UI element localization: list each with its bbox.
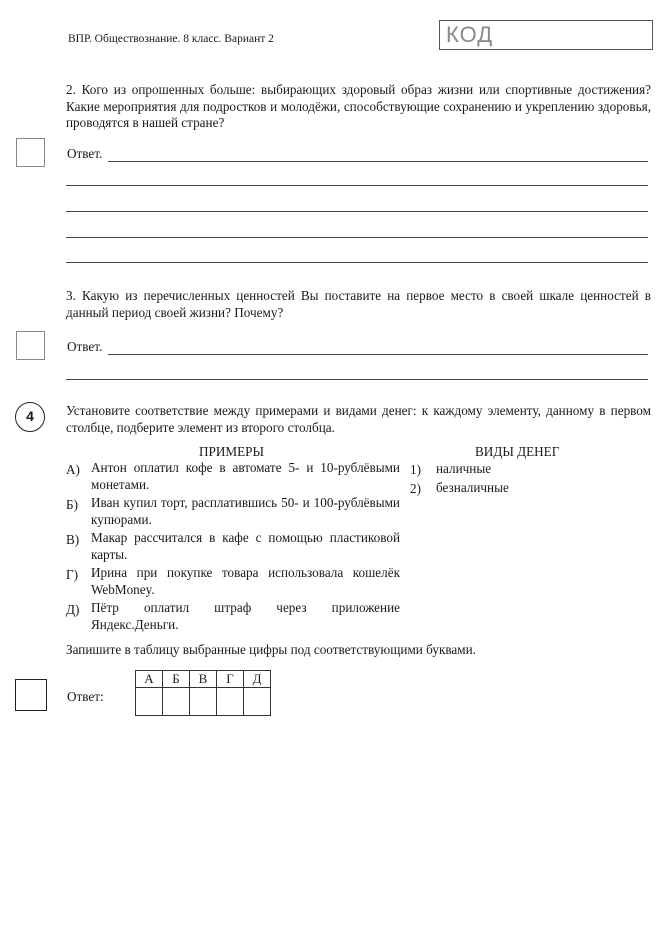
answer-line-q2-1[interactable] [108, 161, 648, 162]
option-2-number: 2) [410, 481, 421, 496]
example-letter: Г) [66, 567, 79, 582]
money-types-column-header: ВИДЫ ДЕНЕГ [475, 444, 560, 459]
answer-cell-a[interactable] [136, 688, 163, 716]
score-box-q3[interactable] [16, 331, 45, 360]
question-4-number: 4 [15, 402, 45, 432]
score-box-q4[interactable] [15, 679, 47, 711]
table-header-v: В [190, 671, 217, 688]
answer-label-q3: Ответ. [67, 339, 103, 354]
example-text: Пётр оплатил штраф через приложение Яндекс.Деньги. [91, 600, 400, 632]
example-letter: Д) [66, 602, 80, 617]
example-text: Ирина при покупке товара использовала кошелёк WebMoney. [91, 565, 400, 597]
question-4-text: Установите соответствие между примерами и видами денег: к каждому элементу, данному в первом столбце, подберите элемент из второго столбца. [66, 403, 651, 435]
answer-line-q2-2[interactable] [66, 185, 648, 186]
example-letter: А) [66, 462, 80, 477]
answer-line-q3-2[interactable] [66, 379, 648, 380]
example-letter: В) [66, 532, 80, 547]
table-instruction: Запишите в таблицу выбранные цифры под соответствующими буквами. [66, 642, 476, 657]
code-field[interactable] [439, 20, 653, 50]
example-letter: Б) [66, 497, 78, 512]
answer-line-q2-3[interactable] [66, 211, 648, 212]
answer-line-q2-4[interactable] [66, 237, 648, 238]
example-text: Макар рассчитался в кафе с помощью пластиковой карты. [91, 530, 400, 562]
option-1-text: наличные [436, 461, 492, 476]
example-item-b [66, 495, 406, 529]
answer-line-q3-1[interactable] [108, 354, 648, 355]
option-1-number: 1) [410, 462, 421, 477]
table-header-g: Г [217, 671, 244, 688]
question-2-text: 2. Кого из опрошенных больше: выбирающих здоровый образ жизни или спортивные достижения? Какие мероприятия для подростков и молодёжи, способствующие сохранению и укреплению здоровья, проводятся в нашей стране? [66, 82, 651, 130]
question-3-text: 3. Какую из перечисленных ценностей Вы поставите на первое место в своей шкале ценностей в данный период своей жизни? Почему? [66, 288, 651, 320]
example-text: Иван купил торт, расплатившись 50- и 100-рублёвыми купюрами. [91, 495, 400, 527]
table-header-b: Б [163, 671, 190, 688]
code-label: КОД [446, 22, 494, 47]
page-header: ВПР. Обществознание. 8 класс. Вариант 2 [68, 33, 274, 45]
examples-column-header: ПРИМЕРЫ [199, 444, 264, 459]
table-header-a: А [136, 671, 163, 688]
answer-cell-b[interactable] [163, 688, 190, 716]
answer-cell-d[interactable] [244, 688, 271, 716]
answer-line-q2-5[interactable] [66, 262, 648, 263]
answer-table [135, 670, 271, 716]
answer-label-q2: Ответ. [67, 146, 103, 161]
answer-label-q4: Ответ: [67, 689, 104, 704]
answer-cell-v[interactable] [190, 688, 217, 716]
score-box-q2[interactable] [16, 138, 45, 167]
option-2-text: безналичные [436, 480, 509, 495]
example-item-a [66, 460, 406, 494]
example-item-v [66, 530, 406, 564]
example-item-d [66, 600, 406, 634]
answer-cell-g[interactable] [217, 688, 244, 716]
example-text: Антон оплатил кофе в автомате 5- и 10-рублёвыми монетами. [91, 460, 400, 492]
example-item-g [66, 565, 406, 599]
table-header-d: Д [244, 671, 271, 688]
